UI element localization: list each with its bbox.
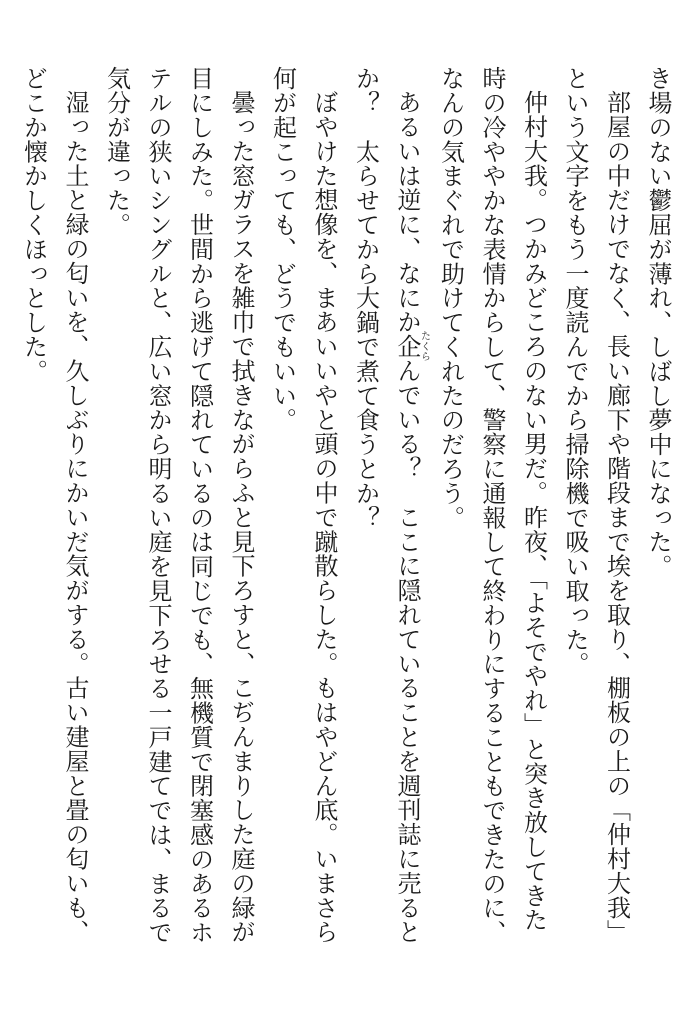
paragraph-6: 曇った窓ガラスを雑巾で拭きながらふと見下ろすと、こぢんまりした庭の緑が目にしみた。世間から逃げて隠れているのは同じでも、無機質で閉塞感のあるホテルの狭いシングルと、広い窓から明るい庭を見下ろせる一戸建てでは、まるで気分が違った。 — [102, 66, 255, 945]
paragraph-2: 部屋の中だけでなく、長い廊下や階段まで埃を取り、棚板の上の「仲村大我」という文字をもう一度読んでから掃除機で吸い取った。 — [561, 66, 631, 944]
paragraph-4-before: あるいは逆に、なにか — [393, 90, 421, 334]
ruby-base: 企 — [393, 330, 421, 362]
paragraph-4 — [344, 66, 429, 956]
ruby-word — [393, 330, 430, 362]
paragraph-7: 湿った土と緑の匂いを、久しぶりにかいだ気がする。古い建屋と畳の匂いも、どこか懐かしくほっとした。 — [19, 66, 89, 944]
paragraph-4-after: んでいる？ ここに隠れていることを週刊誌に売るとか？ 太らせてから大鍋で煮て食うとか？ — [351, 66, 421, 945]
vertical-text-body — [18, 66, 678, 956]
paragraph-3: 仲村大我。つかみどころのない男だ。昨夜、「よそでやれ」と突き放してきた時の冷ややかな表情からして、警察に通報して終わりにすることもできたのに、なんの気まぐれで助けてくれたのだろう。 — [436, 66, 548, 945]
paragraph-5: ぼやけた想像を、まあいいやと頭の中で蹴散らした。もはやどん底。いまさら何が起こっても、どうでもいい。 — [268, 66, 338, 944]
ruby-reading: たくら — [418, 330, 430, 362]
paragraph-1: き場のない鬱屈が薄れ、しばし夢中になった。 — [644, 66, 672, 579]
